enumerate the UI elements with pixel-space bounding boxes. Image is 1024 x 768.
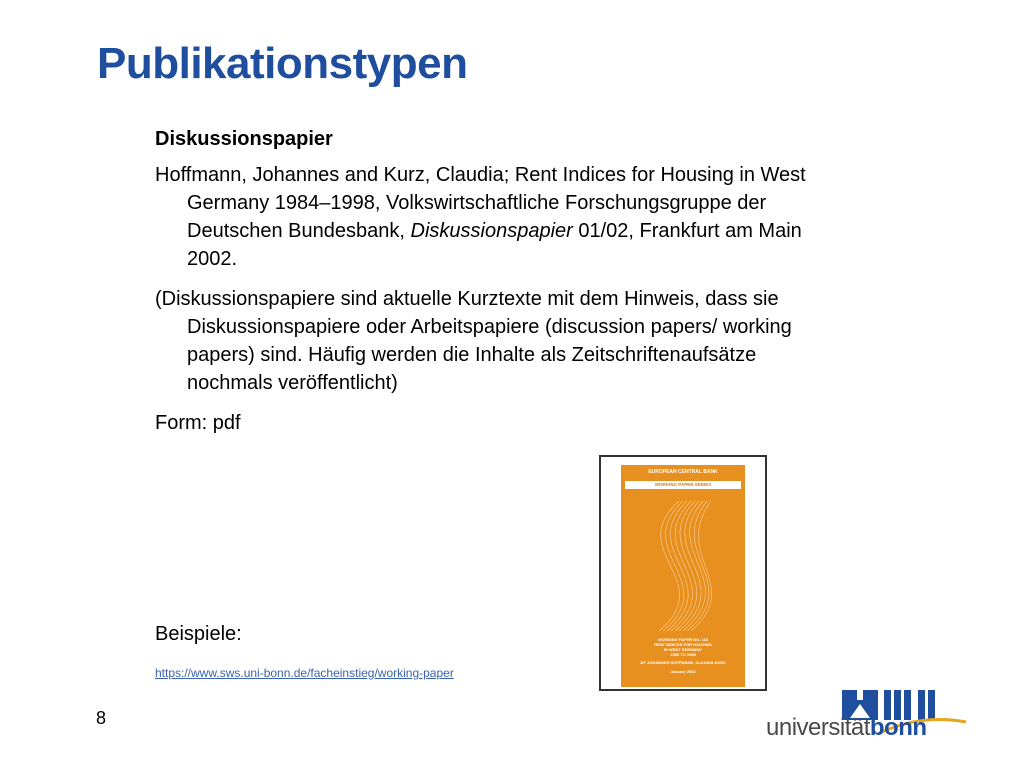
citation-italic: Diskussionspapier <box>410 220 573 242</box>
page-number: 8 <box>96 708 107 728</box>
cover-orange-panel <box>621 465 745 687</box>
section-heading: Diskussionspapier <box>155 128 333 150</box>
logo-suffix: bonn <box>869 714 927 741</box>
cover-details <box>621 637 745 674</box>
cover-number: WORKING PAPER NO. 116 <box>657 637 709 642</box>
cover-publisher: EUROPEAN CENTRAL BANK <box>648 469 718 475</box>
citation-text: Hoffmann, Johannes and Kurz, Claudia; Rent Indices for Housing in West Germany 1984–1998, Volkswirtschaftliche Forschungsgruppe der Deutschen Bundesbank, <box>155 164 806 242</box>
cover-wave-graphic <box>621 501 745 631</box>
examples-label: Beispiele: <box>155 623 242 645</box>
examples-link[interactable]: https://www.sws.uni-bonn.de/facheinstieg/working-paper <box>155 666 454 680</box>
citation-paragraph <box>155 161 845 273</box>
logo-prefix: universität <box>766 714 870 741</box>
citation-text-end: 01/02, Frankfurt am Main 2002. <box>187 220 802 270</box>
cover-authors: BY JOHANNES HOFFMANN, CLAUDIA KURZ <box>640 660 726 665</box>
logo-wordmark <box>766 714 927 742</box>
slide-title: Publikationstypen <box>97 39 468 88</box>
cover-date: January 2002 <box>670 669 696 674</box>
cover-title-line: 1985 TO 1998 <box>670 652 696 657</box>
description-paragraph: (Diskussionspapiere sind aktuelle Kurztexte mit dem Hinweis, dass sie Diskussionspapiere oder Arbeitspapiere (discussion papers/ working papers) sind. Häufig werden die Inhalte als Zeitschriftenaufsätze nochmals veröffentlicht) <box>155 288 792 394</box>
cover-title-line: RENT INDICES FOR HOUSING <box>654 642 712 647</box>
working-paper-cover <box>599 455 767 691</box>
cover-series: WORKING PAPER SERIES <box>625 481 741 489</box>
university-logo <box>766 688 966 744</box>
form-label: Form: pdf <box>155 412 241 434</box>
cover-title-line: IN WEST GERMANY <box>663 647 703 652</box>
slide-content <box>155 125 845 437</box>
